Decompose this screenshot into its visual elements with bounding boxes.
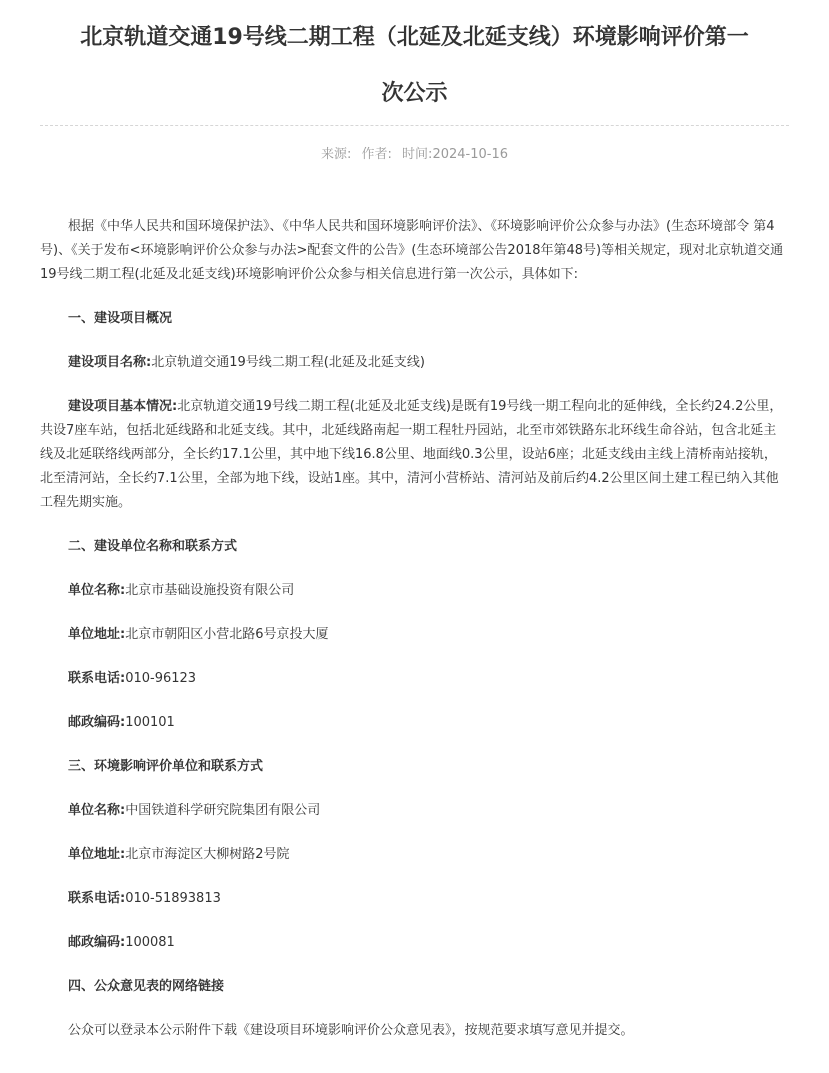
eia-phone-label: 联系电话: xyxy=(68,891,126,906)
builder-unit-line xyxy=(40,579,789,603)
project-name-value: 北京轨道交通19号线二期工程(北延及北延支线) xyxy=(151,355,425,370)
builder-address-value: 北京市朝阳区小营北路6号京投大厦 xyxy=(125,627,329,642)
source-label: 来源: xyxy=(320,147,352,162)
project-basic-label: 建设项目基本情况: xyxy=(68,399,178,414)
eia-address-label: 单位地址: xyxy=(68,847,126,862)
eia-phone-value: 010-51893813 xyxy=(125,891,221,906)
builder-phone-label: 联系电话: xyxy=(68,671,126,686)
section-3-heading: 三、环境影响评价单位和联系方式 xyxy=(68,759,264,774)
builder-unit-value: 北京市基础设施投资有限公司 xyxy=(125,583,295,598)
publish-time xyxy=(402,147,508,162)
eia-unit-value: 中国铁道科学研究院集团有限公司 xyxy=(125,803,321,818)
article-meta xyxy=(0,145,829,165)
title-divider xyxy=(40,125,789,126)
article-title xyxy=(40,10,789,122)
builder-zip-line xyxy=(40,711,789,735)
project-name-label: 建设项目名称: xyxy=(68,355,152,370)
builder-address-line xyxy=(40,623,789,647)
section-2-heading: 二、建设单位名称和联系方式 xyxy=(68,539,238,554)
title-line-1: 北京轨道交通19号线二期工程（北延及北延支线）环境影响评价第一 xyxy=(80,25,749,50)
builder-zip-label: 邮政编码: xyxy=(68,715,126,730)
eia-phone-line xyxy=(40,887,789,911)
author-label: 作者: xyxy=(361,147,392,162)
article-body xyxy=(40,215,789,1043)
section-4-text: 公众可以登录本公示附件下载《建设项目环境影响评价公众意见表》，按规范要求填写意见并提交。 xyxy=(68,1023,634,1038)
builder-address-label: 单位地址: xyxy=(68,627,126,642)
project-name-line xyxy=(40,351,789,375)
builder-unit-label: 单位名称: xyxy=(68,583,126,598)
eia-unit-line xyxy=(40,799,789,823)
project-basic-value: 北京轨道交通19号线二期工程(北延及北延支线)是既有19号线一期工程向北的延伸线，全长约24.2公里，共设7座车站，包括北延线路和北延支线。其中，北延线路南起一期工程牡丹园站，北至市郊铁路东北环线生命谷站，包含北延主线及北延联络线两部分，全长约17.1公里，其中地下线16.8公里、地面线0.3公里，设站6座；北延支线由主线上清桥南站接轨，北至清河站，全长约7.1公里，全部为地下线，设站1座。其中，清河小营桥站、清河站及前后约4.2公里区间土建工程已纳入其他工程先期实施。 xyxy=(40,399,783,510)
project-basic-info xyxy=(40,395,789,515)
title-line-2: 次公示 xyxy=(381,81,448,106)
section-4-heading: 四、公众意见表的网络链接 xyxy=(68,979,225,994)
eia-zip-label: 邮政编码: xyxy=(68,935,126,950)
eia-zip-value: 100081 xyxy=(125,935,175,950)
builder-phone-line xyxy=(40,667,789,691)
eia-unit-label: 单位名称: xyxy=(68,803,126,818)
builder-phone-value: 010-96123 xyxy=(125,671,197,686)
eia-zip-line xyxy=(40,931,789,955)
builder-zip-value: 100101 xyxy=(125,715,175,730)
intro-paragraph: 根据《中华人民共和国环境保护法》、《中华人民共和国环境影响评价法》、《环境影响评价公众参与办法》(生态环境部令 第4号)、《关于发布<环境影响评价公众参与办法>配套文件的公告》(生态环境部公告2018年第48号)等相关规定，现对北京轨道交通19号线二期工程(北延及北延支线)环境影响评价公众参与相关信息进行第一次公示，具体如下: xyxy=(40,219,784,282)
publish-date: 2024-10-16 xyxy=(432,147,508,162)
time-label: 时间: xyxy=(402,147,433,162)
eia-address-line xyxy=(40,843,789,867)
section-1-heading: 一、建设项目概况 xyxy=(68,311,173,326)
eia-address-value: 北京市海淀区大柳树路2号院 xyxy=(125,847,290,862)
